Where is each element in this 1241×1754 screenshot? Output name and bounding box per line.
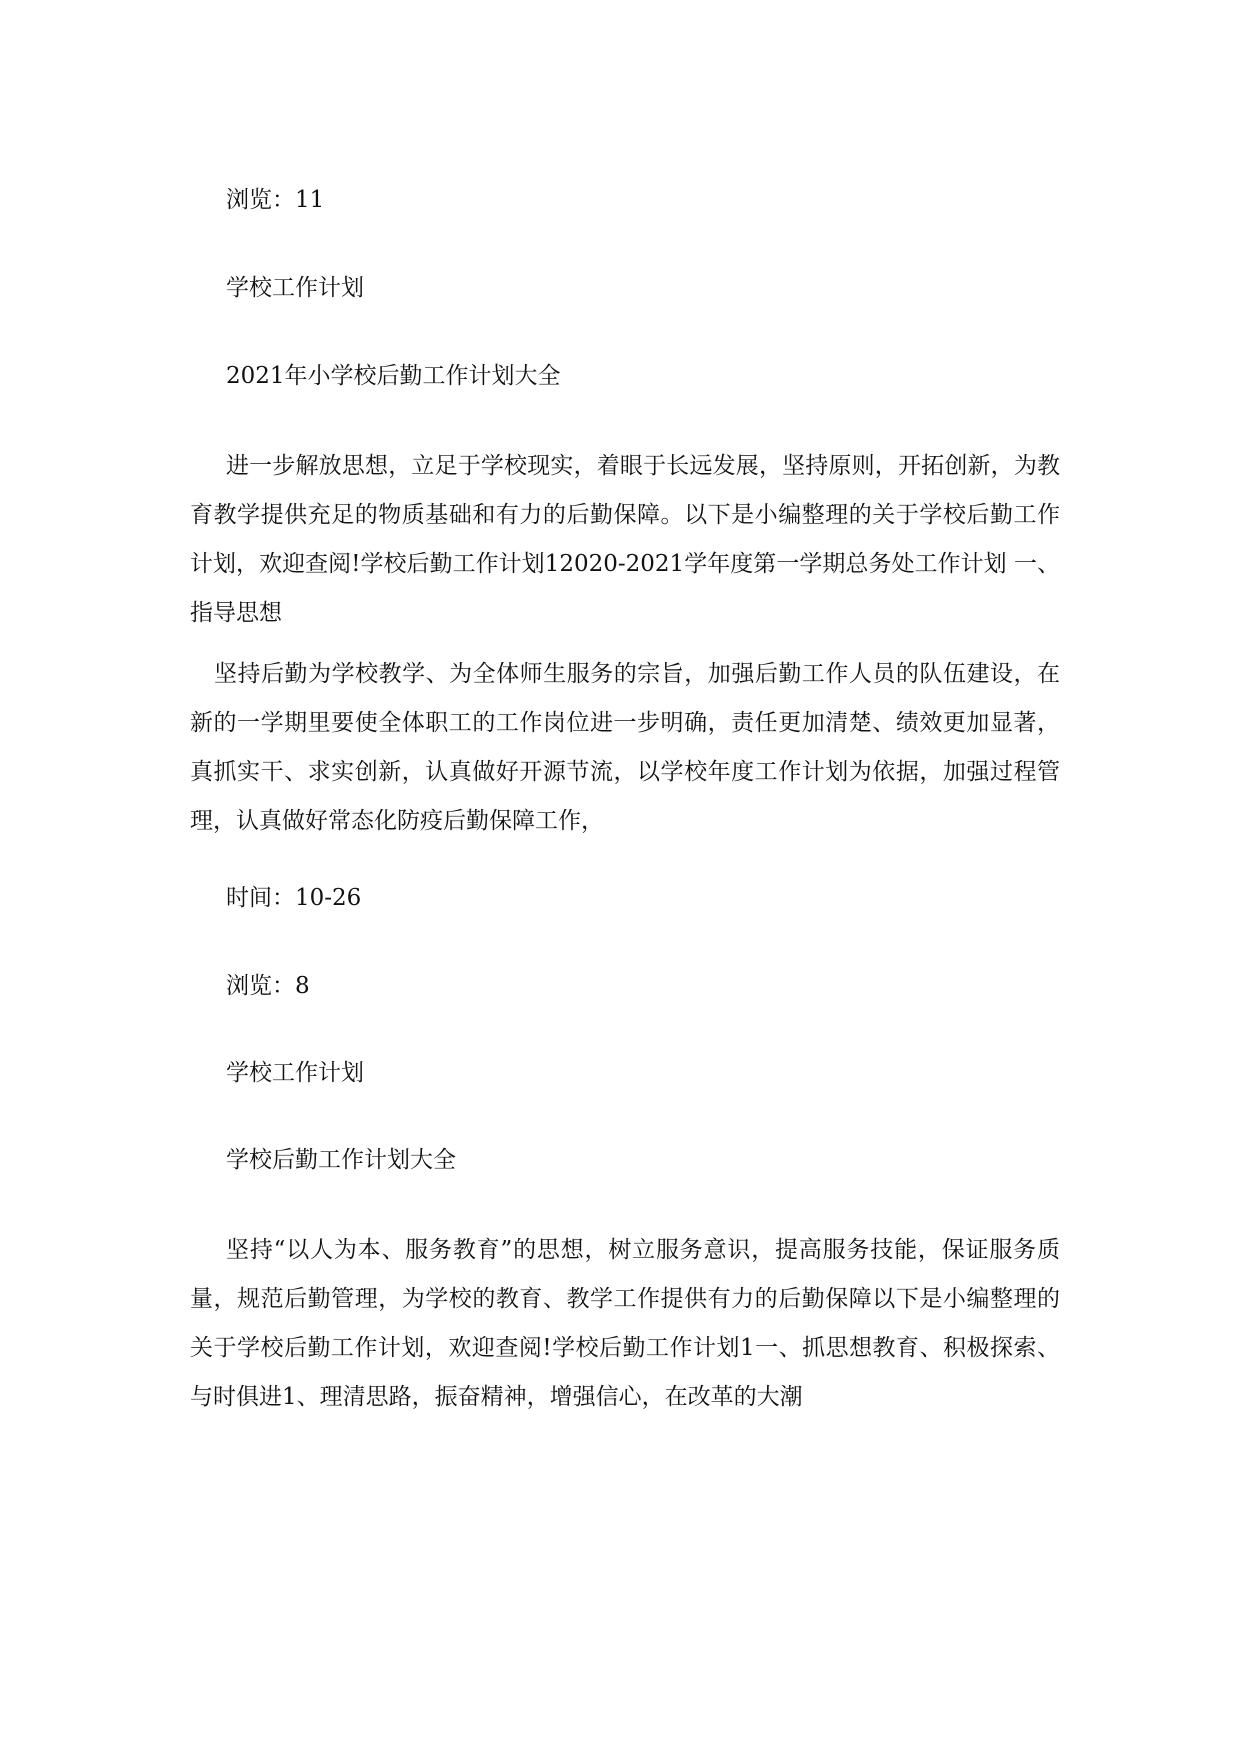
time-label: 时间：10-26 <box>226 885 362 911</box>
views-count: 浏览：8 <box>226 973 310 999</box>
article-paragraph: 坚持“以人为本、服务教育”的思想，树立服务意识，提高服务技能，保证服务质量，规范后勤管理，为学校的教育、教学工作提供有力的后勤保障以下是小编整理的关于学校后勤工作计划，欢迎查阅!学校后勤工作计划1一、抓思想教育、积极探索、与时俱进1、理清思路，振奋精神，增强信心，在改革的大潮 <box>190 1237 1060 1410</box>
category-label: 学校工作计划 <box>226 1060 364 1086</box>
article-title: 学校后勤工作计划大全 <box>226 1147 456 1173</box>
article-paragraph: 进一步解放思想，立足于学校现实，着眼于长远发展，坚持原则，开拓创新，为教育教学提供充足的物质基础和有力的后勤保障。以下是小编整理的关于学校后勤工作计划，欢迎查阅!学校后勤工作计划12020-2021学年度第一学期总务处工作计划 一、指导思想 <box>190 453 1060 626</box>
views-count: 浏览：11 <box>226 187 325 213</box>
category-label: 学校工作计划 <box>226 275 364 301</box>
article-title: 2021年小学校后勤工作计划大全 <box>226 363 561 389</box>
article-paragraph: 坚持后勤为学校教学、为全体师生服务的宗旨，加强后勤工作人员的队伍建设，在新的一学期里要使全体职工的工作岗位进一步明确，责任更加清楚、绩效更加显著，真抓实干、求实创新，认真做好开源节流，以学校年度工作计划为依据，加强过程管理，认真做好常态化防疫后勤保障工作， <box>190 661 1060 834</box>
